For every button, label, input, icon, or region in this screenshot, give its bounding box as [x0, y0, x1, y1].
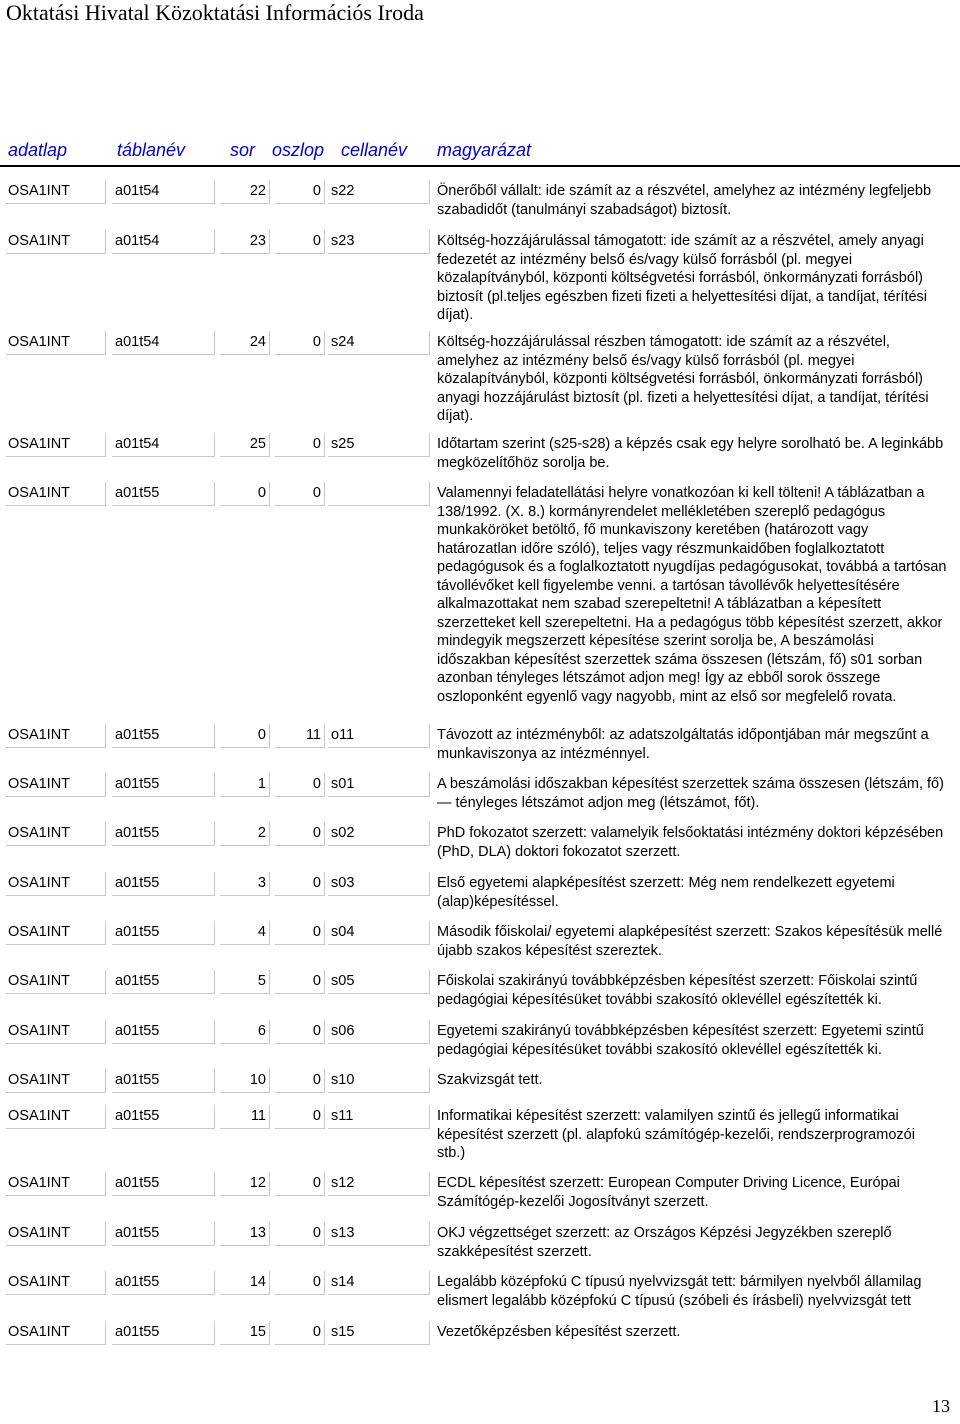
cell-oszlop: 11	[275, 724, 325, 748]
cell-cellanev: s01	[328, 773, 430, 797]
cell-tablanev: a01t55	[112, 482, 215, 506]
cell-sor: 4	[220, 921, 270, 945]
cell-tablanev: a01t55	[112, 822, 215, 846]
cell-cellanev: s10	[328, 1069, 430, 1093]
cell-sor: 0	[220, 482, 270, 506]
cell-tablanev: a01t54	[112, 180, 215, 204]
header-magyarazat: magyarázat	[437, 140, 532, 160]
cell-oszlop: 0	[275, 180, 325, 204]
cell-tablanev: a01t55	[112, 1069, 215, 1093]
cell-adatlap: OSA1INT	[6, 921, 106, 945]
cell-oszlop: 0	[275, 331, 325, 355]
cell-magyarazat: Első egyetemi alapképesítést szerzett: Még nem rendelkezett egyetemi (alap)képesítéssel.	[437, 875, 895, 910]
cell-oszlop: 0	[275, 1105, 325, 1129]
cell-tablanev: a01t55	[112, 1172, 215, 1196]
cell-oszlop: 0	[275, 433, 325, 457]
cell-oszlop: 0	[275, 1271, 325, 1295]
cell-tablanev: a01t55	[112, 1105, 215, 1129]
cell-magyarazat: Önerőből vállalt: ide számít az a részvétel, amelyhez az intézmény legfeljebb szabadidőt (tanulmányi szabadságot) biztosít.	[437, 183, 932, 218]
cell-cellanev: s22	[328, 180, 430, 204]
cell-oszlop: 0	[275, 1020, 325, 1044]
cell-tablanev: a01t55	[112, 773, 215, 797]
cell-sor: 23	[220, 230, 270, 254]
cell-oszlop: 0	[275, 1222, 325, 1246]
header-cellanev: cellanév	[341, 140, 408, 160]
cell-magyarazat: Legalább középfokú C típusú nyelvvizsgát tett: bármilyen nyelvből államilag elismert legalább középfokú C típusú (szóbeli és írásbeli) nyelvvizsgát tett	[437, 1274, 922, 1309]
cell-cellanev: s23	[328, 230, 430, 254]
cell-oszlop: 0	[275, 482, 325, 506]
page-number: 13	[932, 1396, 950, 1416]
cell-adatlap: OSA1INT	[6, 1020, 106, 1044]
cell-sor: 14	[220, 1271, 270, 1295]
header-tablanev: táblanév	[117, 140, 186, 160]
cell-cellanev	[328, 482, 430, 506]
cell-sor: 6	[220, 1020, 270, 1044]
cell-tablanev: a01t55	[112, 1321, 215, 1345]
cell-cellanev: s15	[328, 1321, 430, 1345]
cell-sor: 2	[220, 822, 270, 846]
cell-tablanev: a01t54	[112, 433, 215, 457]
document-title: Oktatási Hivatal Közoktatási Információs Iroda	[6, 0, 424, 25]
cell-adatlap: OSA1INT	[6, 872, 106, 896]
cell-sor: 3	[220, 872, 270, 896]
cell-magyarazat: Költség-hozzájárulással támogatott: ide számít az a részvétel, amely anyagi fedezetét az intézmény belső és/vagy külső forrásból (pl. megyei közalapítványból, központi költségvetési forrásból, önkormányzati forrásból) biztosít (pl.teljes egészben fizeti fizeti a helyettesítési díjat, a tandíjat, térítési díjat).	[437, 233, 928, 323]
cell-magyarazat: Időtartam szerint (s25-s28) a képzés csak egy helyre sorolható be. A leginkább megközelítőhöz sorolja be.	[437, 436, 944, 471]
cell-adatlap: OSA1INT	[6, 724, 106, 748]
cell-cellanev: s03	[328, 872, 430, 896]
cell-magyarazat: Távozott az intézményből: az adatszolgáltatás időpontjában már megszűnt a munkaviszonya az intézménnyel.	[437, 727, 929, 762]
cell-sor: 1	[220, 773, 270, 797]
cell-sor: 0	[220, 724, 270, 748]
cell-sor: 24	[220, 331, 270, 355]
cell-magyarazat: Vezetőképzésben képesítést szerzett.	[437, 1324, 681, 1340]
cell-cellanev: s13	[328, 1222, 430, 1246]
header-sor: sor	[230, 140, 256, 160]
cell-oszlop: 0	[275, 1172, 325, 1196]
cell-magyarazat: OKJ végzettséget szerzett: az Országos Képzési Jegyzékben szereplő szakképesítést szerzett.	[437, 1225, 892, 1260]
cell-adatlap: OSA1INT	[6, 970, 106, 994]
cell-magyarazat: ECDL képesítést szerzett: European Computer Driving Licence, Európai Számítógép-kezelői Jogosítványt szerzett.	[437, 1175, 900, 1210]
cell-adatlap: OSA1INT	[6, 180, 106, 204]
cell-sor: 15	[220, 1321, 270, 1345]
cell-oszlop: 0	[275, 921, 325, 945]
cell-adatlap: OSA1INT	[6, 822, 106, 846]
cell-cellanev: s25	[328, 433, 430, 457]
cell-adatlap: OSA1INT	[6, 1172, 106, 1196]
cell-adatlap: OSA1INT	[6, 230, 106, 254]
cell-oszlop: 0	[275, 773, 325, 797]
cell-magyarazat: Főiskolai szakirányú továbbképzésben képesítést szerzett: Főiskolai szintű pedagógiai képesítésüket további szakosító oklevéllel egészítették ki.	[437, 973, 918, 1008]
cell-tablanev: a01t55	[112, 1020, 215, 1044]
cell-tablanev: a01t55	[112, 724, 215, 748]
cell-tablanev: a01t55	[112, 872, 215, 896]
cell-adatlap: OSA1INT	[6, 1321, 106, 1345]
cell-cellanev: s04	[328, 921, 430, 945]
cell-sor: 13	[220, 1222, 270, 1246]
cell-oszlop: 0	[275, 970, 325, 994]
cell-sor: 12	[220, 1172, 270, 1196]
cell-magyarazat: Informatikai képesítést szerzett: valamilyen szintű és jellegű informatikai képesítést szerzett (pl. alapfokú számítógép-kezelői, rendszerprogramozói stb.)	[437, 1108, 915, 1161]
cell-sor: 10	[220, 1069, 270, 1093]
cell-cellanev: s02	[328, 822, 430, 846]
cell-sor: 5	[220, 970, 270, 994]
cell-sor: 11	[220, 1105, 270, 1129]
header-adatlap: adatlap	[8, 140, 68, 160]
cell-cellanev: s11	[328, 1105, 430, 1129]
cell-magyarazat: Egyetemi szakirányú továbbképzésben képesítést szerzett: Egyetemi szintű pedagógiai képesítésüket további szakosító oklevéllel egészítették ki.	[437, 1023, 924, 1058]
cell-magyarazat: PhD fokozatot szerzett: valamelyik felsőoktatási intézmény doktori képzésében (PhD, DLA) doktori fokozatot szerzett.	[437, 825, 944, 860]
cell-adatlap: OSA1INT	[6, 773, 106, 797]
cell-oszlop: 0	[275, 1069, 325, 1093]
cell-adatlap: OSA1INT	[6, 433, 106, 457]
cell-magyarazat: Szakvizsgát tett.	[437, 1072, 543, 1088]
cell-adatlap: OSA1INT	[6, 1271, 106, 1295]
cell-tablanev: a01t55	[112, 921, 215, 945]
cell-oszlop: 0	[275, 230, 325, 254]
cell-tablanev: a01t55	[112, 970, 215, 994]
cell-adatlap: OSA1INT	[6, 1222, 106, 1246]
cell-cellanev: s24	[328, 331, 430, 355]
cell-cellanev: s05	[328, 970, 430, 994]
cell-oszlop: 0	[275, 872, 325, 896]
cell-magyarazat: Valamennyi feladatellátási helyre vonatkozóan ki kell tölteni! A táblázatban a 138/1992. (X. 8.) kormányrendelet mellékletében szereplő pedagógus munkaköröket betöltő, fő munkaviszony keretében (határozott vagy határozatlan időre szóló), teljes vagy részmunkaidőben foglalkoztatott pedagógusok és a foglalkoztatott nyugdíjas pedagógusokat, továbbá a tartósan távollévőket kell figyelembe venni. a tartósan távollévők helyettesítésére alkalmazottakat nem szabad szerepeltetni! A táblázatban a képesített szerzetteket kell szerepeltetni. Ha a pedagógus több képesítést szerzett, akkor mindegyik megszerzett képesítése szerint sorolja be, A beszámolási időszakban képesítést szerzettek száma összesen (létszám, fő) s01 sorban azonban tényleges létszámot adjon meg! Így az ebből sorok összege oszloponként egyenlő vagy nagyobb, mint az első sor megfelelő rovata.	[437, 485, 947, 705]
cell-cellanev: s12	[328, 1172, 430, 1196]
cell-adatlap: OSA1INT	[6, 1105, 106, 1129]
table-header	[0, 137, 960, 167]
cell-sor: 25	[220, 433, 270, 457]
cell-oszlop: 0	[275, 1321, 325, 1345]
cell-tablanev: a01t55	[112, 1271, 215, 1295]
header-oszlop: oszlop	[272, 140, 325, 160]
cell-cellanev: s06	[328, 1020, 430, 1044]
cell-magyarazat: A beszámolási időszakban képesítést szerzettek száma összesen (létszám, fő) — tényleges létszámot adjon meg (létszámot, főt).	[437, 776, 944, 811]
cell-adatlap: OSA1INT	[6, 482, 106, 506]
cell-cellanev: s14	[328, 1271, 430, 1295]
cell-magyarazat: Költség-hozzájárulással részben támogatott: ide számít az a részvétel, amelyhez az intézmény belső és/vagy külső forrásból (pl. megyei közalapítványból, központi költségvetési forrásból, önkormányzati forrásból) anyagi hozzájárulást biztosít (pl. fizeti a helyettesítési díjat, a tandíjat, térítési díjat).	[437, 334, 929, 424]
cell-tablanev: a01t55	[112, 1222, 215, 1246]
cell-tablanev: a01t54	[112, 331, 215, 355]
cell-cellanev: o11	[328, 724, 430, 748]
cell-sor: 22	[220, 180, 270, 204]
cell-adatlap: OSA1INT	[6, 1069, 106, 1093]
cell-adatlap: OSA1INT	[6, 331, 106, 355]
cell-tablanev: a01t54	[112, 230, 215, 254]
cell-magyarazat: Második főiskolai/ egyetemi alapképesítést szerzett: Szakos képesítésük mellé újabb szakos képesítést szereztek.	[437, 924, 943, 959]
cell-oszlop: 0	[275, 822, 325, 846]
